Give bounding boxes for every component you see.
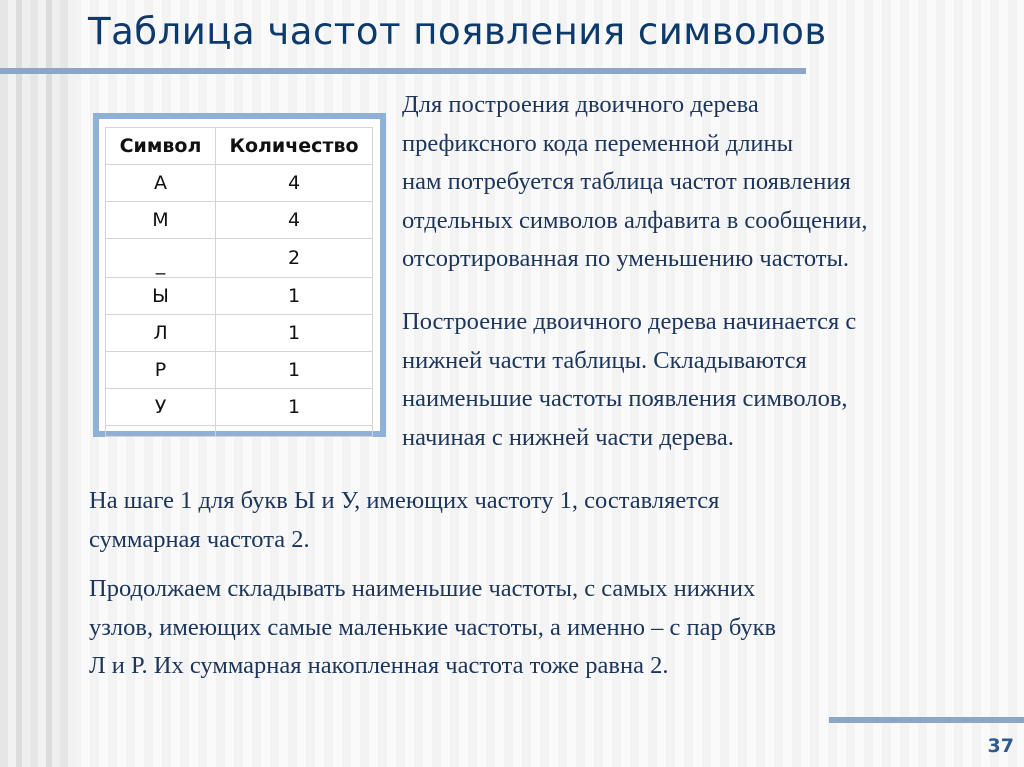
- table-row: [106, 239, 373, 278]
- symbol-cell: М: [106, 202, 216, 239]
- text-line: Л и Р. Их суммарная накопленная частота тоже равна 2.: [89, 652, 669, 679]
- count-cell: 1: [216, 278, 373, 315]
- text-line: нижней части таблицы. Складываются: [402, 346, 807, 374]
- count-cell: 1: [216, 389, 373, 426]
- table-row: [106, 352, 373, 389]
- symbol-cell: А: [106, 165, 216, 202]
- count-cell: 2: [216, 239, 373, 278]
- background-stripes: [0, 0, 76, 767]
- frequency-table: [105, 127, 373, 437]
- text-line: узлов, имеющих самые маленькие частоты, а именно – с пар букв: [89, 613, 777, 641]
- step-one-paragraph: [89, 482, 719, 559]
- table-header-row: [106, 128, 373, 165]
- text-line: нам потребуется таблица частот появления: [402, 168, 851, 195]
- text-line: отсортированная по уменьшению частоты.: [402, 245, 850, 272]
- text-line: суммарная частота 2.: [89, 525, 310, 553]
- table-row: [106, 315, 373, 352]
- table-row: [106, 165, 373, 202]
- text-line: начиная с нижней части дерева.: [402, 423, 734, 451]
- count-cell: 1: [216, 352, 373, 389]
- footer-divider: [829, 717, 1024, 723]
- count-cell: 4: [216, 165, 373, 202]
- symbol-cell: У: [106, 389, 216, 426]
- text-line: префиксного кода переменной длины: [402, 129, 794, 157]
- text-line: Продолжаем складывать наименьшие частоты, с самых нижних: [89, 575, 756, 602]
- text-line: Построение двоичного дерева начинается с: [402, 308, 857, 335]
- tree-construction-paragraph: [402, 303, 856, 457]
- intro-paragraph: [402, 86, 867, 279]
- page-number: 37: [987, 735, 1014, 757]
- count-cell: 1: [216, 315, 373, 352]
- text-line: наименьшие частоты появления символов,: [402, 385, 848, 412]
- slide-title: Таблица частот появления символов: [88, 10, 827, 53]
- header-count: Количество: [216, 128, 373, 165]
- table-row: [106, 278, 373, 315]
- text-line: Для построения двоичного дерева: [402, 91, 759, 118]
- text-line: отдельных символов алфавита в сообщении,: [402, 206, 868, 234]
- title-divider: [0, 68, 806, 74]
- count-cell: 4: [216, 202, 373, 239]
- symbol-cell: Р: [106, 352, 216, 389]
- symbol-cell: Л: [106, 315, 216, 352]
- header-symbol: Символ: [106, 128, 216, 165]
- text-line: На шаге 1 для букв Ы и У, имеющих частоту 1, составляется: [89, 487, 720, 514]
- frequency-table-frame: [93, 113, 386, 437]
- symbol-cell: _: [106, 239, 216, 278]
- table-row-empty: [106, 426, 373, 437]
- continue-paragraph: [89, 570, 776, 686]
- symbol-cell: Ы: [106, 278, 216, 315]
- table-row: [106, 389, 373, 426]
- table-row: [106, 202, 373, 239]
